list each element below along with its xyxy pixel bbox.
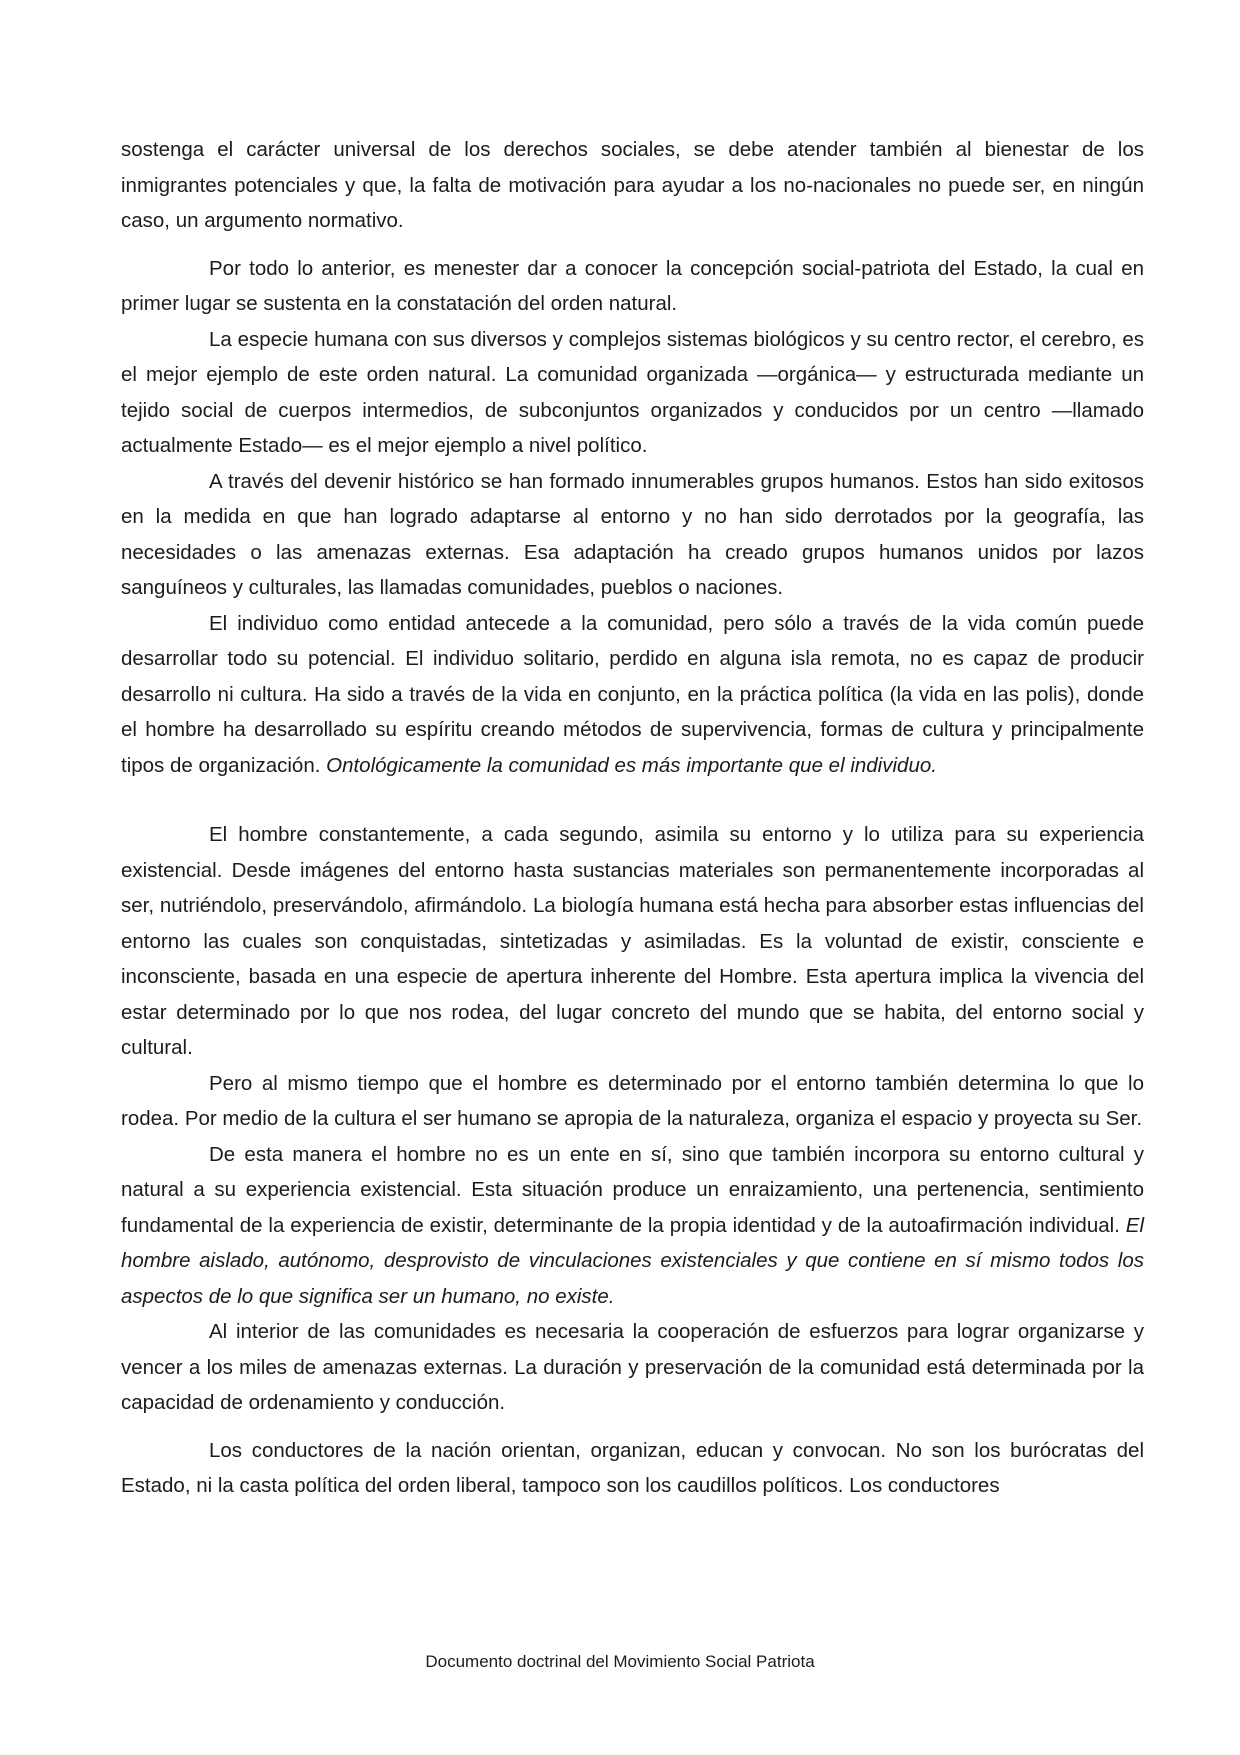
document-body xyxy=(121,132,1144,1504)
paragraph-4: A través del devenir histórico se han formado innumerables grupos humanos. Estos han sido exitosos en la medida en que han logrado adaptarse al entorno y no han sido derrotados por la geografía, las necesidades o las amenazas externas. Esa adaptación ha creado grupos humanos unidos por lazos sanguíneos y culturales, las llamadas comunidades, pueblos o naciones. xyxy=(121,469,1144,599)
paragraph-5-italic: Ontológicamente la comunidad es más importante que el individuo. xyxy=(326,753,937,777)
paragraph-7: Pero al mismo tiempo que el hombre es determinado por el entorno también determina lo que lo rodea. Por medio de la cultura el ser humano se apropia de la naturaleza, organiza el espacio y proyecta su Ser. xyxy=(121,1071,1144,1130)
paragraph-5: El individuo como entidad antecede a la comunidad, pero sólo a través de la vida común puede desarrollar todo su potencial. El individuo solitario, perdido en alguna isla remota, no es capaz de producir desarrollo ni cultura. Ha sido a través de la vida en conjunto, en la práctica política (la vida en las polis), donde el hombre ha desarrollado su espíritu creando métodos de supervivencia, formas de cultura y principalmente tipos de organización. Ontológicamente la comunidad es más importante que el individuo. xyxy=(121,611,1144,777)
page-footer: Documento doctrinal del Movimiento Social Patriota xyxy=(425,1652,815,1671)
paragraph-9: Al interior de las comunidades es necesaria la cooperación de esfuerzos para lograr organizarse y vencer a los miles de amenazas externas. La duración y preservación de la comunidad está determinada por la capacidad de ordenamiento y conducción. xyxy=(121,1320,1144,1414)
paragraph-1: sostenga el carácter universal de los derechos sociales, se debe atender también al bienestar de los inmigrantes potenciales y que, la falta de motivación para ayudar a los no-nacionales no puede ser, en ningún caso, un argumento normativo. xyxy=(121,138,1144,232)
paragraph-6: El hombre constantemente, a cada segundo, asimila su entorno y lo utiliza para su experiencia existencial. Desde imágenes del entorno hasta sustancias materiales son permanentemente incorporadas al ser, nutriéndolo, preservándolo, afirmándolo. La biología humana está hecha para absorber estas influencias del entorno las cuales son conquistadas, sintetizadas y asimiladas. Es la voluntad de existir, consciente e inconsciente, basada en una especie de apertura inherente del Hombre. Esta apertura implica la vivencia del estar determinado por lo que nos rodea, del lugar concreto del mundo que se habita, del entorno social y cultural. xyxy=(121,823,1144,1059)
paragraph-8-italic: El hombre aislado, autónomo, desprovisto de vinculaciones existenciales y que contiene en sí mismo todos los aspectos de lo que significa ser un humano, no existe. xyxy=(121,1213,1144,1308)
paragraph-10: Los conductores de la nación orientan, organizan, educan y convocan. No son los burócratas del Estado, ni la casta política del orden liberal, tampoco son los caudillos políticos. Los conductores xyxy=(121,1438,1144,1497)
paragraph-8: De esta manera el hombre no es un ente en sí, sino que también incorpora su entorno cultural y natural a su experiencia existencial. Esta situación produce un enraizamiento, una pertenencia, sentimiento fundamental de la experiencia de existir, determinante de la propia identidad y de la autoafirmación individual. El hombre aislado, autónomo, desprovisto de vinculaciones existenciales y que contiene en sí mismo todos los aspectos de lo que significa ser un humano, no existe. xyxy=(121,1142,1144,1308)
paragraph-2: Por todo lo anterior, es menester dar a conocer la concepción social-patriota del Estado, la cual en primer lugar se sustenta en la constatación del orden natural. xyxy=(121,256,1144,315)
paragraph-3: La especie humana con sus diversos y complejos sistemas biológicos y su centro rector, el cerebro, es el mejor ejemplo de este orden natural. La comunidad organizada —orgánica— y estructurada mediante un tejido social de cuerpos intermedios, de subconjuntos organizados y conducidos por un centro —llamado actualmente Estado— es el mejor ejemplo a nivel político. xyxy=(121,327,1144,457)
